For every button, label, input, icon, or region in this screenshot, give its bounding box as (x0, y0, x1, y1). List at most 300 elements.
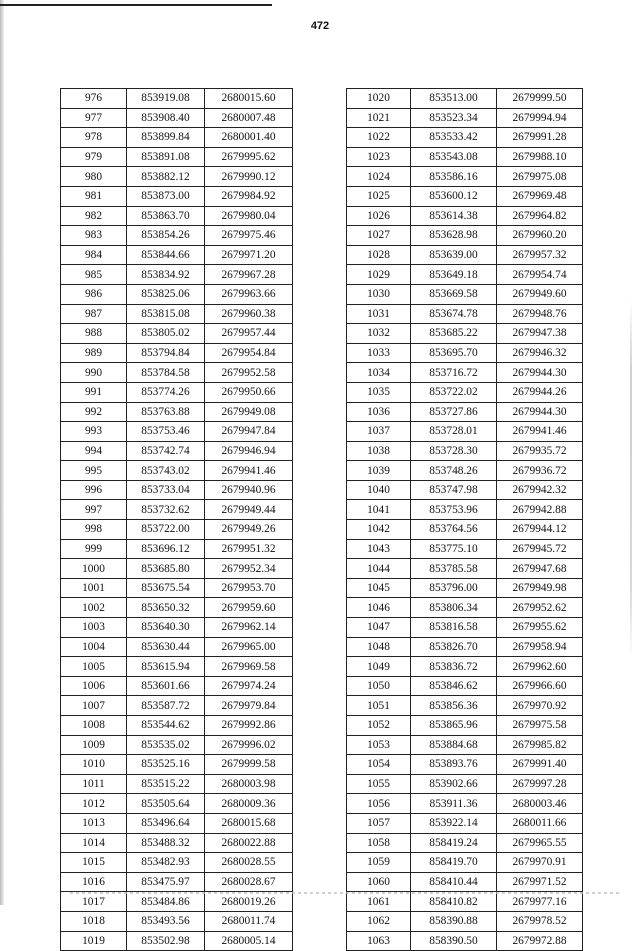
y-coordinate-cell: 2679970.91 (497, 853, 583, 873)
table-row (61, 892, 293, 912)
x-coordinate-cell: 853614.38 (411, 206, 497, 226)
x-coordinate-cell: 853891.08 (127, 147, 205, 167)
y-coordinate-cell: 2679959.60 (205, 598, 293, 618)
y-coordinate-cell: 2679944.30 (497, 363, 583, 383)
x-coordinate-cell: 853806.34 (411, 598, 497, 618)
y-coordinate-cell: 2679955.62 (497, 618, 583, 638)
point-number-cell: 1019 (61, 931, 127, 951)
x-coordinate-cell: 853630.44 (127, 637, 205, 657)
point-number-cell: 1045 (347, 578, 411, 598)
table-row (61, 147, 293, 167)
point-number-cell: 1017 (61, 892, 127, 912)
y-coordinate-cell: 2679946.94 (205, 441, 293, 461)
y-coordinate-cell: 2679940.96 (205, 480, 293, 500)
y-coordinate-cell: 2680019.26 (205, 892, 293, 912)
y-coordinate-cell: 2679988.10 (497, 147, 583, 167)
table-row (61, 911, 293, 931)
y-coordinate-cell: 2679962.14 (205, 618, 293, 638)
table-row (61, 480, 293, 500)
table-row (347, 265, 583, 285)
table-row (61, 559, 293, 579)
point-number-cell: 1025 (347, 186, 411, 206)
y-coordinate-cell: 2679965.00 (205, 637, 293, 657)
x-coordinate-cell: 853533.42 (411, 128, 497, 148)
y-coordinate-cell: 2679950.66 (205, 382, 293, 402)
table-row (61, 735, 293, 755)
x-coordinate-cell: 853922.14 (411, 813, 497, 833)
x-coordinate-cell: 853834.92 (127, 265, 205, 285)
y-coordinate-cell: 2680005.14 (205, 931, 293, 951)
x-coordinate-cell: 858390.88 (411, 911, 497, 931)
point-number-cell: 1040 (347, 480, 411, 500)
table-row (61, 363, 293, 383)
table-row (61, 853, 293, 873)
point-number-cell: 1053 (347, 735, 411, 755)
y-coordinate-cell: 2679994.94 (497, 108, 583, 128)
table-row (61, 931, 293, 951)
table-row (347, 637, 583, 657)
point-number-cell: 1039 (347, 461, 411, 481)
x-coordinate-cell: 853743.02 (127, 461, 205, 481)
y-coordinate-cell: 2679969.58 (205, 657, 293, 677)
point-number-cell: 988 (61, 324, 127, 344)
x-coordinate-cell: 853484.86 (127, 892, 205, 912)
y-coordinate-cell: 2679964.82 (497, 206, 583, 226)
table-row (347, 872, 583, 892)
point-number-cell: 1000 (61, 559, 127, 579)
point-number-cell: 1004 (61, 637, 127, 657)
point-number-cell: 1011 (61, 774, 127, 794)
x-coordinate-cell: 853844.66 (127, 245, 205, 265)
point-number-cell: 1059 (347, 853, 411, 873)
x-coordinate-cell: 853748.26 (411, 461, 497, 481)
point-number-cell: 1029 (347, 265, 411, 285)
table-row (347, 911, 583, 931)
point-number-cell: 987 (61, 304, 127, 324)
y-coordinate-cell: 2679949.26 (205, 520, 293, 540)
y-coordinate-cell: 2679967.28 (205, 265, 293, 285)
point-number-cell: 1057 (347, 813, 411, 833)
point-number-cell: 1032 (347, 324, 411, 344)
y-coordinate-cell: 2679991.40 (497, 755, 583, 775)
x-coordinate-cell: 853865.96 (411, 716, 497, 736)
y-coordinate-cell: 2679948.76 (497, 304, 583, 324)
x-coordinate-cell: 853674.78 (411, 304, 497, 324)
table-row (347, 186, 583, 206)
y-coordinate-cell: 2679953.70 (205, 578, 293, 598)
y-coordinate-cell: 2679962.60 (497, 657, 583, 677)
table-row (347, 578, 583, 598)
point-number-cell: 1034 (347, 363, 411, 383)
y-coordinate-cell: 2680009.36 (205, 794, 293, 814)
y-coordinate-cell: 2680011.74 (205, 911, 293, 931)
x-coordinate-cell: 853742.74 (127, 441, 205, 461)
x-coordinate-cell: 853525.16 (127, 755, 205, 775)
y-coordinate-cell: 2679951.32 (205, 539, 293, 559)
point-number-cell: 1055 (347, 774, 411, 794)
point-number-cell: 977 (61, 108, 127, 128)
y-coordinate-cell: 2679949.98 (497, 578, 583, 598)
point-number-cell: 984 (61, 245, 127, 265)
x-coordinate-cell: 853586.16 (411, 167, 497, 187)
point-number-cell: 1046 (347, 598, 411, 618)
y-coordinate-cell: 2679977.16 (497, 892, 583, 912)
table-row (347, 755, 583, 775)
x-coordinate-cell: 853649.18 (411, 265, 497, 285)
point-number-cell: 1050 (347, 676, 411, 696)
point-number-cell: 1005 (61, 657, 127, 677)
y-coordinate-cell: 2679935.72 (497, 441, 583, 461)
table-row (61, 324, 293, 344)
y-coordinate-cell: 2679978.52 (497, 911, 583, 931)
point-number-cell: 1052 (347, 716, 411, 736)
y-coordinate-cell: 2679941.46 (205, 461, 293, 481)
table-row (347, 539, 583, 559)
x-coordinate-cell: 853825.06 (127, 284, 205, 304)
scan-edge-mark (630, 300, 632, 660)
x-coordinate-cell: 858410.82 (411, 892, 497, 912)
table-row (347, 598, 583, 618)
y-coordinate-cell: 2679992.86 (205, 716, 293, 736)
table-row (347, 520, 583, 540)
y-coordinate-cell: 2679969.48 (497, 186, 583, 206)
x-coordinate-cell: 853502.98 (127, 931, 205, 951)
point-number-cell: 1024 (347, 167, 411, 187)
table-row (347, 441, 583, 461)
y-coordinate-cell: 2679997.28 (497, 774, 583, 794)
table-row (61, 676, 293, 696)
x-coordinate-cell: 853695.70 (411, 343, 497, 363)
y-coordinate-cell: 2679985.82 (497, 735, 583, 755)
x-coordinate-cell: 853640.30 (127, 618, 205, 638)
x-coordinate-cell: 853796.00 (411, 578, 497, 598)
point-number-cell: 1014 (61, 833, 127, 853)
table-row (347, 382, 583, 402)
point-number-cell: 1043 (347, 539, 411, 559)
y-coordinate-cell: 2679980.04 (205, 206, 293, 226)
table-row (61, 657, 293, 677)
y-coordinate-cell: 2679972.88 (497, 931, 583, 951)
y-coordinate-cell: 2680003.46 (497, 794, 583, 814)
y-coordinate-cell: 2679990.12 (205, 167, 293, 187)
y-coordinate-cell: 2679952.62 (497, 598, 583, 618)
y-coordinate-cell: 2679954.84 (205, 343, 293, 363)
header-rule (0, 4, 272, 6)
point-number-cell: 1028 (347, 245, 411, 265)
y-coordinate-cell: 2680007.48 (205, 108, 293, 128)
point-number-cell: 994 (61, 441, 127, 461)
x-coordinate-cell: 853482.93 (127, 853, 205, 873)
table-row (61, 284, 293, 304)
table-row (61, 539, 293, 559)
y-coordinate-cell: 2680015.60 (205, 89, 293, 109)
y-coordinate-cell: 2679991.28 (497, 128, 583, 148)
point-number-cell: 982 (61, 206, 127, 226)
x-coordinate-cell: 853650.32 (127, 598, 205, 618)
y-coordinate-cell: 2680011.66 (497, 813, 583, 833)
x-coordinate-cell: 853764.56 (411, 520, 497, 540)
x-coordinate-cell: 853493.56 (127, 911, 205, 931)
table-row (61, 304, 293, 324)
table-row (61, 265, 293, 285)
x-coordinate-cell: 853587.72 (127, 696, 205, 716)
table-row (61, 382, 293, 402)
table-row (61, 128, 293, 148)
x-coordinate-cell: 853902.66 (411, 774, 497, 794)
table-row (61, 108, 293, 128)
point-number-cell: 1061 (347, 892, 411, 912)
page-number: 472 (310, 20, 330, 32)
x-coordinate-cell: 853685.22 (411, 324, 497, 344)
table-row (347, 108, 583, 128)
table-row (347, 657, 583, 677)
table-row (347, 735, 583, 755)
table-row (347, 343, 583, 363)
table-row (61, 441, 293, 461)
x-coordinate-cell: 853728.30 (411, 441, 497, 461)
table-row (61, 500, 293, 520)
table-row (61, 794, 293, 814)
x-coordinate-cell: 853722.00 (127, 520, 205, 540)
table-row (61, 618, 293, 638)
point-number-cell: 991 (61, 382, 127, 402)
table-row (347, 931, 583, 951)
point-number-cell: 1054 (347, 755, 411, 775)
point-number-cell: 1037 (347, 422, 411, 442)
table-row (347, 500, 583, 520)
x-coordinate-cell: 853863.70 (127, 206, 205, 226)
x-coordinate-cell: 853815.08 (127, 304, 205, 324)
y-coordinate-cell: 2679975.46 (205, 226, 293, 246)
point-number-cell: 997 (61, 500, 127, 520)
y-coordinate-cell: 2679970.92 (497, 696, 583, 716)
table-row (61, 598, 293, 618)
x-coordinate-cell: 853716.72 (411, 363, 497, 383)
point-number-cell: 998 (61, 520, 127, 540)
x-coordinate-cell: 853753.46 (127, 422, 205, 442)
point-number-cell: 986 (61, 284, 127, 304)
point-number-cell: 1022 (347, 128, 411, 148)
point-number-cell: 1058 (347, 833, 411, 853)
scan-bottom-artifact (70, 892, 620, 894)
table-row (347, 304, 583, 324)
x-coordinate-cell: 853544.62 (127, 716, 205, 736)
x-coordinate-cell: 853826.70 (411, 637, 497, 657)
point-number-cell: 1010 (61, 755, 127, 775)
table-row (347, 461, 583, 481)
table-row (347, 774, 583, 794)
table-row (347, 226, 583, 246)
table-row (347, 147, 583, 167)
x-coordinate-cell: 853816.58 (411, 618, 497, 638)
point-number-cell: 993 (61, 422, 127, 442)
point-number-cell: 1016 (61, 872, 127, 892)
y-coordinate-cell: 2679965.55 (497, 833, 583, 853)
table-row (347, 402, 583, 422)
x-coordinate-cell: 853836.72 (411, 657, 497, 677)
x-coordinate-cell: 853733.04 (127, 480, 205, 500)
table-row (61, 186, 293, 206)
point-number-cell: 999 (61, 539, 127, 559)
y-coordinate-cell: 2679941.46 (497, 422, 583, 442)
y-coordinate-cell: 2679995.62 (205, 147, 293, 167)
table-row (61, 872, 293, 892)
table-row (347, 833, 583, 853)
point-number-cell: 978 (61, 128, 127, 148)
x-coordinate-cell: 858419.24 (411, 833, 497, 853)
x-coordinate-cell: 853774.26 (127, 382, 205, 402)
x-coordinate-cell: 858390.50 (411, 931, 497, 951)
table-row (61, 226, 293, 246)
x-coordinate-cell: 853763.88 (127, 402, 205, 422)
x-coordinate-cell: 853488.32 (127, 833, 205, 853)
x-coordinate-cell: 853728.01 (411, 422, 497, 442)
x-coordinate-cell: 853747.98 (411, 480, 497, 500)
table-row (347, 696, 583, 716)
point-number-cell: 1062 (347, 911, 411, 931)
point-number-cell: 1047 (347, 618, 411, 638)
x-coordinate-cell: 853753.96 (411, 500, 497, 520)
point-number-cell: 1009 (61, 735, 127, 755)
table-row (347, 676, 583, 696)
y-coordinate-cell: 2679999.50 (497, 89, 583, 109)
table-row (61, 578, 293, 598)
y-coordinate-cell: 2680003.98 (205, 774, 293, 794)
table-row (61, 89, 293, 109)
x-coordinate-cell: 853628.98 (411, 226, 497, 246)
table-row (347, 480, 583, 500)
table-row (347, 716, 583, 736)
point-number-cell: 1027 (347, 226, 411, 246)
y-coordinate-cell: 2679949.60 (497, 284, 583, 304)
table-row (347, 794, 583, 814)
y-coordinate-cell: 2679949.08 (205, 402, 293, 422)
point-number-cell: 1007 (61, 696, 127, 716)
x-coordinate-cell: 853513.00 (411, 89, 497, 109)
x-coordinate-cell: 858419.70 (411, 853, 497, 873)
point-number-cell: 1008 (61, 716, 127, 736)
x-coordinate-cell: 853496.64 (127, 813, 205, 833)
y-coordinate-cell: 2679947.38 (497, 324, 583, 344)
y-coordinate-cell: 2679954.74 (497, 265, 583, 285)
point-number-cell: 1001 (61, 578, 127, 598)
table-row (347, 853, 583, 873)
table-row (347, 559, 583, 579)
point-number-cell: 1036 (347, 402, 411, 422)
x-coordinate-cell: 853805.02 (127, 324, 205, 344)
table-row (347, 422, 583, 442)
table-row (347, 89, 583, 109)
table-row (347, 892, 583, 912)
table-row (61, 774, 293, 794)
point-number-cell: 1060 (347, 872, 411, 892)
x-coordinate-cell: 853846.62 (411, 676, 497, 696)
x-coordinate-cell: 853727.86 (411, 402, 497, 422)
table-row (61, 637, 293, 657)
y-coordinate-cell: 2679947.68 (497, 559, 583, 579)
x-coordinate-cell: 853515.22 (127, 774, 205, 794)
y-coordinate-cell: 2679944.12 (497, 520, 583, 540)
x-coordinate-cell: 853884.68 (411, 735, 497, 755)
table-row (347, 128, 583, 148)
table-row (61, 716, 293, 736)
y-coordinate-cell: 2679949.44 (205, 500, 293, 520)
y-coordinate-cell: 2679942.32 (497, 480, 583, 500)
y-coordinate-cell: 2679958.94 (497, 637, 583, 657)
y-coordinate-cell: 2679999.58 (205, 755, 293, 775)
x-coordinate-cell: 853893.76 (411, 755, 497, 775)
y-coordinate-cell: 2680022.88 (205, 833, 293, 853)
point-number-cell: 996 (61, 480, 127, 500)
y-coordinate-cell: 2679945.72 (497, 539, 583, 559)
point-number-cell: 1042 (347, 520, 411, 540)
y-coordinate-cell: 2679946.32 (497, 343, 583, 363)
x-coordinate-cell: 853669.58 (411, 284, 497, 304)
y-coordinate-cell: 2679966.60 (497, 676, 583, 696)
table-row (61, 206, 293, 226)
table-row (347, 284, 583, 304)
x-coordinate-cell: 853523.34 (411, 108, 497, 128)
table-row (347, 167, 583, 187)
point-number-cell: 995 (61, 461, 127, 481)
table-row (347, 206, 583, 226)
table-row (61, 343, 293, 363)
point-number-cell: 976 (61, 89, 127, 109)
point-number-cell: 1030 (347, 284, 411, 304)
y-coordinate-cell: 2679960.20 (497, 226, 583, 246)
coordinate-table-left (60, 88, 293, 951)
table-row (61, 520, 293, 540)
point-number-cell: 980 (61, 167, 127, 187)
y-coordinate-cell: 2679942.88 (497, 500, 583, 520)
x-coordinate-cell: 853785.58 (411, 559, 497, 579)
table-row (347, 245, 583, 265)
x-coordinate-cell: 853732.62 (127, 500, 205, 520)
point-number-cell: 1023 (347, 147, 411, 167)
coordinate-table-right (346, 88, 583, 951)
point-number-cell: 1002 (61, 598, 127, 618)
y-coordinate-cell: 2679936.72 (497, 461, 583, 481)
x-coordinate-cell: 853535.02 (127, 735, 205, 755)
table-row (61, 833, 293, 853)
x-coordinate-cell: 853908.40 (127, 108, 205, 128)
point-number-cell: 1063 (347, 931, 411, 951)
x-coordinate-cell: 853639.00 (411, 245, 497, 265)
point-number-cell: 1044 (347, 559, 411, 579)
x-coordinate-cell: 853601.66 (127, 676, 205, 696)
x-coordinate-cell: 853854.26 (127, 226, 205, 246)
x-coordinate-cell: 853543.08 (411, 147, 497, 167)
point-number-cell: 1026 (347, 206, 411, 226)
x-coordinate-cell: 853722.02 (411, 382, 497, 402)
table-row (61, 813, 293, 833)
table-row (347, 363, 583, 383)
y-coordinate-cell: 2679944.30 (497, 402, 583, 422)
table-row (347, 813, 583, 833)
scan-edge-shadow (0, 0, 4, 905)
y-coordinate-cell: 2679975.58 (497, 716, 583, 736)
point-number-cell: 981 (61, 186, 127, 206)
table-row (347, 324, 583, 344)
x-coordinate-cell: 853600.12 (411, 186, 497, 206)
y-coordinate-cell: 2680015.68 (205, 813, 293, 833)
table-row (61, 245, 293, 265)
y-coordinate-cell: 2680028.67 (205, 872, 293, 892)
x-coordinate-cell: 858410.44 (411, 872, 497, 892)
point-number-cell: 983 (61, 226, 127, 246)
y-coordinate-cell: 2679975.08 (497, 167, 583, 187)
point-number-cell: 1015 (61, 853, 127, 873)
